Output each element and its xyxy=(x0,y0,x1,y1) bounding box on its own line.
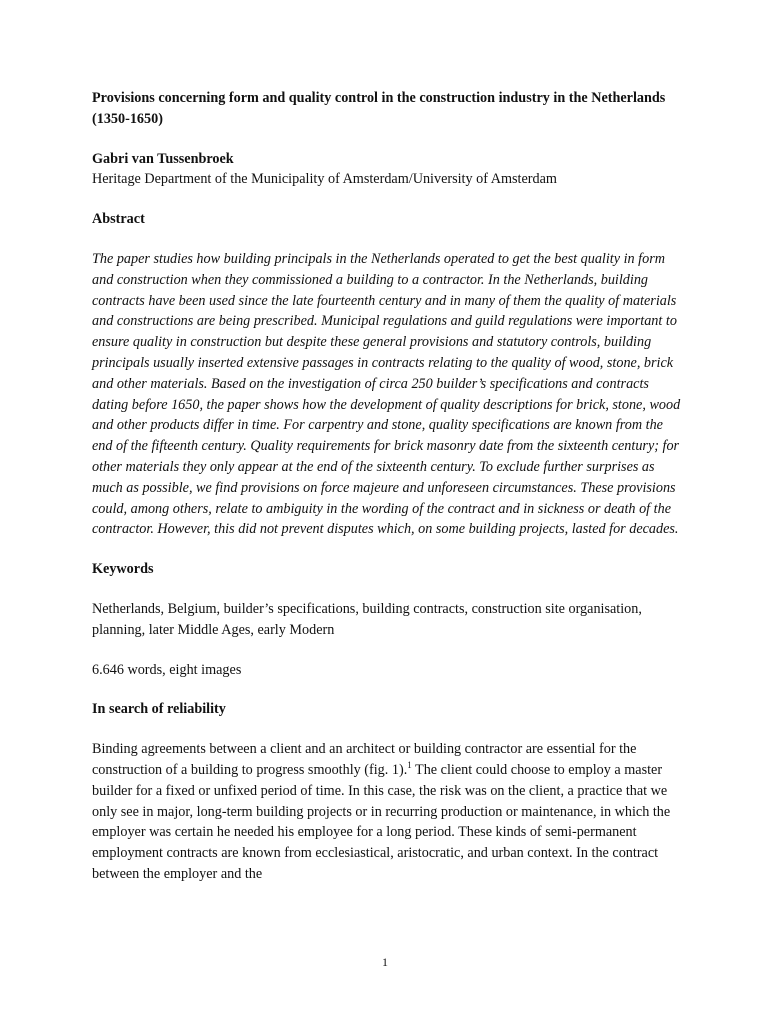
section-text-part-1: Binding agreements between a client and an architect or building contractor are essential for the construction of a building to progress smoothly (fig. 1). xyxy=(92,741,637,778)
keywords-heading: Keywords xyxy=(92,561,154,578)
author-affiliation: Heritage Department of the Municipality of Amsterdam/University of Amsterdam xyxy=(92,171,557,188)
author-name: Gabri van Tussenbroek xyxy=(92,150,234,167)
keywords-text: Netherlands, Belgium, builder’s specifications, building contracts, construction site organisation, planning, later Middle Ages, early Modern xyxy=(92,600,642,638)
abstract-text: The paper studies how building principals in the Netherlands operated to get the best quality in form and construction when they commissioned a building to a contractor. In the Netherlands, building contracts have been used since the late fourteenth century and in many of them the quality of materials and constructions are being prescribed. Municipal regulations and guild regulations were important to ensure quality in construction but despite these general provisions and statutory controls, building principals usually inserted extensive passages in contracts relating to the quality of wood, stone, brick and other materials. Based on the investigation of circa 250 builder’s specifications and contracts dating before 1650, the paper shows how the development of quality descriptions for brick, stone, wood and other products differ in time. For carpentry and stone, quality specifications are known from the end of the fifteenth century. Quality requirements for brick masonry date from the sixteenth century; for other materials they only appear at the end of the sixteenth century. To exclude further surprises as much as possible, we find provisions on force majeure and unforeseen circumstances. These provisions could, among others, relate to ambiguity in the wording of the contract and in sickness or death of the contractor. However, this did not prevent disputes which, on some building projects, lasted for decades. xyxy=(92,250,681,538)
page-content xyxy=(92,88,682,885)
section-text-part-2: The client could choose to employ a master builder for a fixed or unfixed period of time. In this case, the risk was on the client, a practice that we only see in major, long-term building projects or in recurring production or maintenance, in which the employer was certain he needed his employee for a long period. These kinds of semi-permanent employment contracts are known from ecclesiastical, aristocratic, and urban context. In the contract between the employer and the xyxy=(92,761,671,882)
page-number: 1 xyxy=(382,955,388,969)
section-heading: In search of reliability xyxy=(92,701,226,718)
footnote-marker[interactable]: 1 xyxy=(407,759,412,770)
abstract-heading: Abstract xyxy=(92,211,145,228)
section-paragraph xyxy=(92,739,682,885)
paper-title: Provisions concerning form and quality control in the construction industry in the Netherlands (1350-1650) xyxy=(92,90,666,127)
word-count: 6.646 words, eight images xyxy=(92,661,242,678)
